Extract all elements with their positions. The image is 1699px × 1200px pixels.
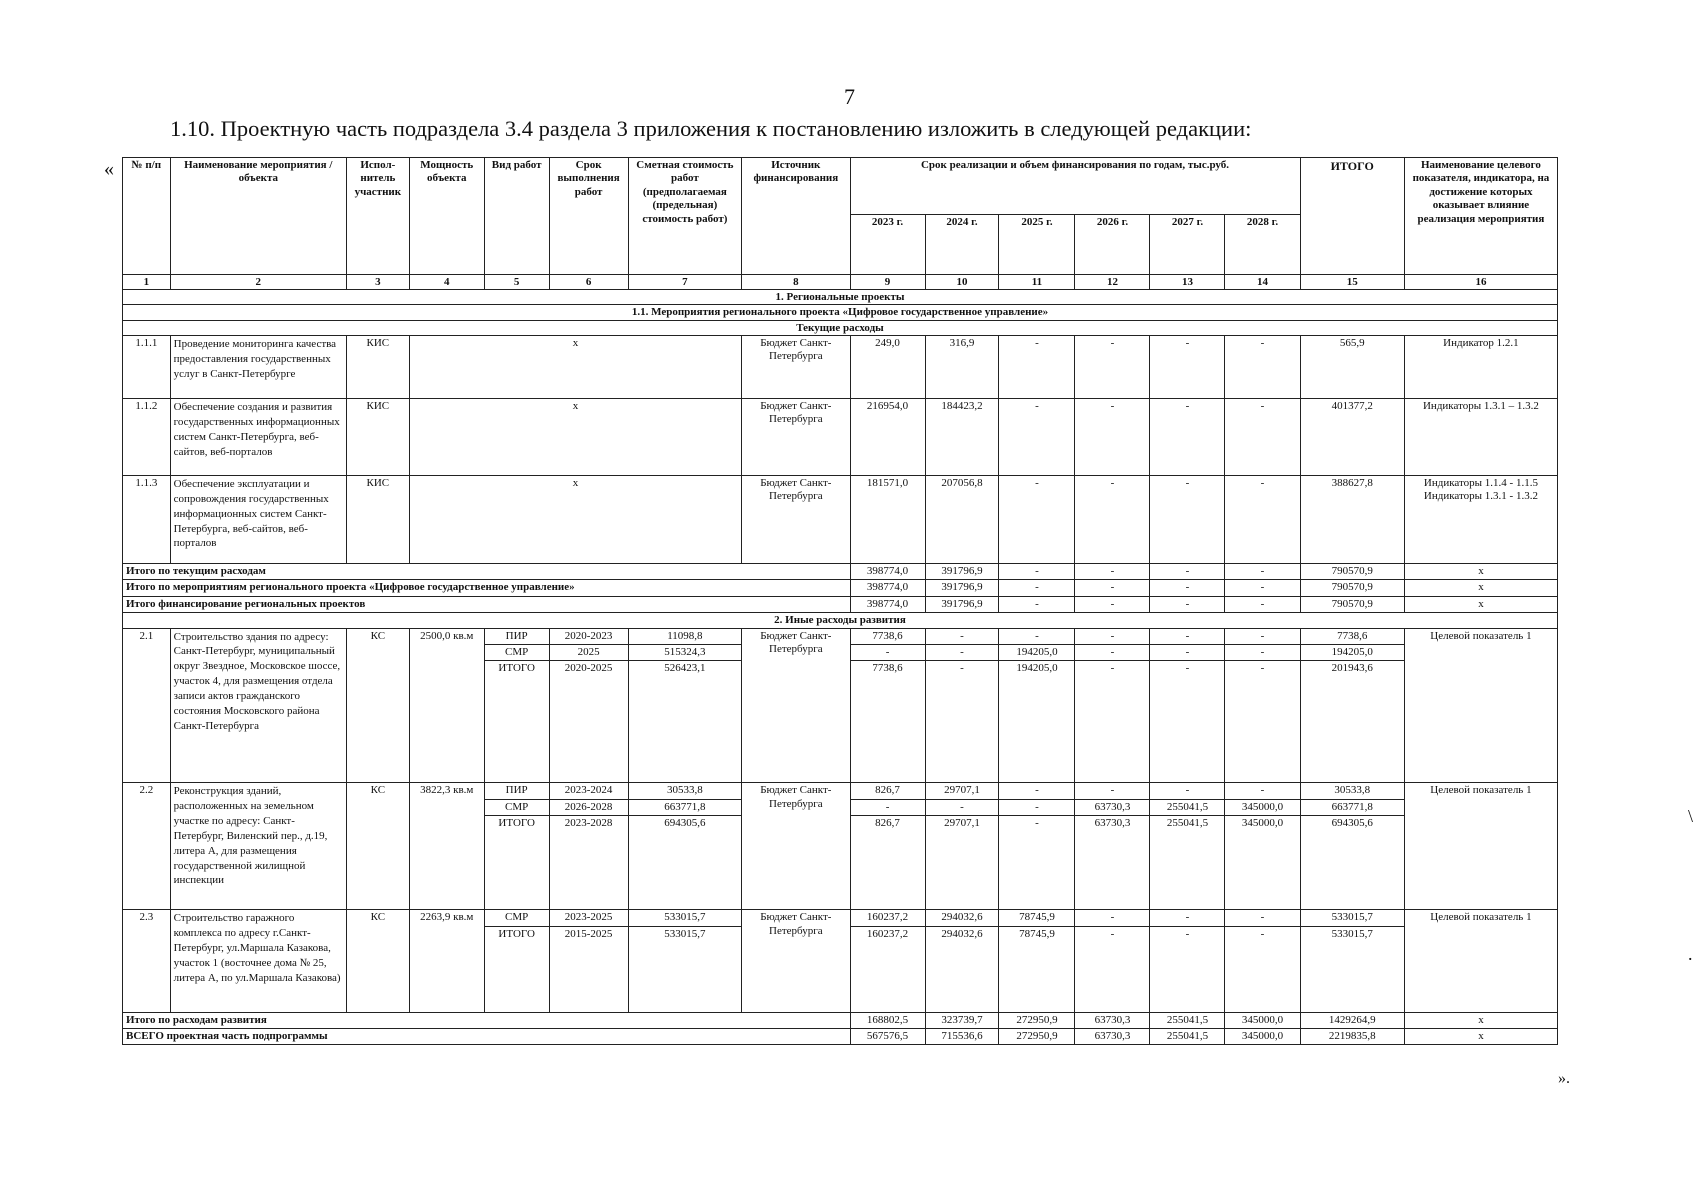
year-value: 255041,5 bbox=[1150, 1029, 1225, 1045]
year-value: - bbox=[1150, 580, 1225, 596]
column-number: 6 bbox=[549, 275, 628, 290]
year-value: - bbox=[925, 628, 999, 644]
column-number: 11 bbox=[999, 275, 1075, 290]
indicator: Целевой показатель 1 bbox=[1404, 910, 1557, 1012]
year-value: - bbox=[999, 336, 1075, 399]
year-value: 345000,0 bbox=[1225, 799, 1300, 815]
work-term: 2026-2028 bbox=[549, 799, 628, 815]
year-value: - bbox=[999, 399, 1075, 476]
table-row bbox=[123, 910, 1558, 926]
funding-source: Бюджет Санкт-Петербурга bbox=[742, 476, 850, 564]
column-number: 2 bbox=[170, 275, 346, 290]
row-total: 790570,9 bbox=[1300, 580, 1404, 596]
year-value: - bbox=[1225, 580, 1300, 596]
work-type: СМР bbox=[484, 799, 549, 815]
year-value: 7738,6 bbox=[850, 628, 925, 644]
column-number: 10 bbox=[925, 275, 999, 290]
page-number: 7 bbox=[844, 84, 855, 109]
estimated-cost: 515324,3 bbox=[628, 644, 741, 660]
year-value: - bbox=[850, 799, 925, 815]
year-value: - bbox=[1150, 628, 1225, 644]
executor: КИС bbox=[346, 399, 409, 476]
total-label: Итого по расходам развития bbox=[123, 1012, 851, 1028]
work-term: 2025 bbox=[549, 644, 628, 660]
row-total: 201943,6 bbox=[1300, 661, 1404, 783]
not-applicable-mark: x bbox=[409, 336, 741, 399]
row-total: 663771,8 bbox=[1300, 799, 1404, 815]
row-number: 1.1.3 bbox=[123, 476, 171, 564]
row-total: 30533,8 bbox=[1300, 783, 1404, 799]
year-value: - bbox=[1150, 564, 1225, 580]
object-name: Строительство здания по адресу: Санкт-Петербург, муниципальный округ Звездное, Московское шоссе, участок 4, для размещения отдела записи актов гражданского состояния Московского района Санкт-Петербурга bbox=[170, 628, 346, 783]
column-number: 14 bbox=[1225, 275, 1300, 290]
year-value: - bbox=[1075, 564, 1150, 580]
year-value: - bbox=[925, 644, 999, 660]
year-value: - bbox=[1225, 661, 1300, 783]
year-value: 7738,6 bbox=[850, 661, 925, 783]
year-value: 184423,2 bbox=[925, 399, 999, 476]
work-term: 2020-2025 bbox=[549, 661, 628, 783]
work-type: ИТОГО bbox=[484, 926, 549, 1012]
document-heading: 1.10. Проектную часть подраздела 3.4 раздела 3 приложения к постановлению изложить в следующей редакции: bbox=[170, 116, 1252, 141]
year-value: 391796,9 bbox=[925, 580, 999, 596]
executor: КИС bbox=[346, 476, 409, 564]
year-value: - bbox=[1075, 783, 1150, 799]
financing-table bbox=[122, 157, 1558, 1045]
header-no: № п/п bbox=[123, 158, 171, 275]
year-value: 63730,3 bbox=[1075, 816, 1150, 910]
header-indicator: Наименование целевого показателя, индикатора, на достижение которых оказывает влияние реализация мероприятия bbox=[1404, 158, 1557, 275]
year-value: 391796,9 bbox=[925, 564, 999, 580]
year-value: 255041,5 bbox=[1150, 816, 1225, 910]
year-value: 345000,0 bbox=[1225, 816, 1300, 910]
header-year: 2027 г. bbox=[1150, 215, 1225, 275]
year-value: 715536,6 bbox=[925, 1029, 999, 1045]
year-value: 398774,0 bbox=[850, 564, 925, 580]
year-value: - bbox=[1075, 661, 1150, 783]
indicator: Индикаторы 1.3.1 – 1.3.2 bbox=[1404, 399, 1557, 476]
year-value: - bbox=[1225, 644, 1300, 660]
current-expenses-title: Текущие расходы bbox=[123, 320, 1558, 335]
year-value: - bbox=[1225, 926, 1300, 1012]
event-name: Обеспечение эксплуатации и сопровождения государственных информационных систем Санкт-Петербурга, веб-сайтов, веб-порталов bbox=[170, 476, 346, 564]
year-value: 160237,2 bbox=[850, 926, 925, 1012]
not-applicable-mark: x bbox=[409, 476, 741, 564]
total-row bbox=[123, 580, 1558, 596]
year-value: - bbox=[1150, 336, 1225, 399]
header-year: 2026 г. bbox=[1075, 215, 1150, 275]
indicator: x bbox=[1404, 596, 1557, 612]
year-value: 398774,0 bbox=[850, 580, 925, 596]
estimated-cost: 533015,7 bbox=[628, 910, 741, 926]
year-value: 391796,9 bbox=[925, 596, 999, 612]
column-number: 13 bbox=[1150, 275, 1225, 290]
row-total: 194205,0 bbox=[1300, 644, 1404, 660]
row-number: 1.1.2 bbox=[123, 399, 171, 476]
year-value: - bbox=[1150, 644, 1225, 660]
year-value: 323739,7 bbox=[925, 1012, 999, 1028]
year-value: 78745,9 bbox=[999, 910, 1075, 926]
table-row bbox=[123, 336, 1558, 399]
year-value: - bbox=[1225, 399, 1300, 476]
closing-quote: ». bbox=[1558, 1070, 1570, 1087]
row-number: 2.2 bbox=[123, 783, 171, 910]
year-value: - bbox=[999, 628, 1075, 644]
year-value: 29707,1 bbox=[925, 816, 999, 910]
margin-mark: \ bbox=[1688, 806, 1694, 826]
year-value: 255041,5 bbox=[1150, 1012, 1225, 1028]
year-value: - bbox=[925, 661, 999, 783]
executor: КС bbox=[346, 783, 409, 910]
year-value: 255041,5 bbox=[1150, 799, 1225, 815]
total-row bbox=[123, 564, 1558, 580]
section-title: 2. Иные расходы развития bbox=[123, 613, 1558, 628]
year-value: - bbox=[999, 596, 1075, 612]
year-value: 345000,0 bbox=[1225, 1012, 1300, 1028]
year-value: 272950,9 bbox=[999, 1012, 1075, 1028]
work-term: 2020-2023 bbox=[549, 628, 628, 644]
year-value: 294032,6 bbox=[925, 910, 999, 926]
year-value: 194205,0 bbox=[999, 644, 1075, 660]
year-value: 316,9 bbox=[925, 336, 999, 399]
row-total: 1429264,9 bbox=[1300, 1012, 1404, 1028]
column-number: 8 bbox=[742, 275, 850, 290]
year-value: 29707,1 bbox=[925, 783, 999, 799]
row-total: 790570,9 bbox=[1300, 564, 1404, 580]
year-value: 63730,3 bbox=[1075, 1012, 1150, 1028]
funding-source: Бюджет Санкт-Петербурга bbox=[742, 336, 850, 399]
not-applicable-mark: x bbox=[409, 399, 741, 476]
header-source: Источник финансирования bbox=[742, 158, 850, 275]
header-period-group: Срок реализации и объем финансирования по годам, тыс.руб. bbox=[850, 158, 1300, 215]
opening-quote: « bbox=[104, 158, 114, 180]
row-total: 7738,6 bbox=[1300, 628, 1404, 644]
indicator: Целевой показатель 1 bbox=[1404, 783, 1557, 910]
estimated-cost: 694305,6 bbox=[628, 816, 741, 910]
object-capacity: 2500,0 кв.м bbox=[409, 628, 484, 783]
row-total: 790570,9 bbox=[1300, 596, 1404, 612]
year-value: - bbox=[1225, 783, 1300, 799]
column-number: 5 bbox=[484, 275, 549, 290]
table-row bbox=[123, 399, 1558, 476]
work-term: 2023-2025 bbox=[549, 910, 628, 926]
year-value: - bbox=[1075, 596, 1150, 612]
indicator: Индикаторы 1.1.4 - 1.1.5 Индикаторы 1.3.1 - 1.3.2 bbox=[1404, 476, 1557, 564]
year-value: - bbox=[1075, 399, 1150, 476]
year-value: 398774,0 bbox=[850, 596, 925, 612]
estimated-cost: 11098,8 bbox=[628, 628, 741, 644]
total-label: Итого финансирование региональных проектов bbox=[123, 596, 851, 612]
year-value: - bbox=[1075, 644, 1150, 660]
year-value: - bbox=[999, 783, 1075, 799]
table-row bbox=[123, 628, 1558, 644]
object-capacity: 2263,9 кв.м bbox=[409, 910, 484, 1012]
object-name: Реконструкция зданий, расположенных на земельном участке по адресу: Санкт-Петербург, Виленский пер., д.19, литера А, для размещения государственной жилищной инспекции bbox=[170, 783, 346, 910]
year-value: 216954,0 bbox=[850, 399, 925, 476]
year-value: 567576,5 bbox=[850, 1029, 925, 1045]
estimated-cost: 30533,8 bbox=[628, 783, 741, 799]
table-row bbox=[123, 783, 1558, 799]
row-total: 401377,2 bbox=[1300, 399, 1404, 476]
column-number: 1 bbox=[123, 275, 171, 290]
year-value: - bbox=[1150, 596, 1225, 612]
column-number: 7 bbox=[628, 275, 741, 290]
year-value: - bbox=[999, 816, 1075, 910]
year-value: - bbox=[1150, 910, 1225, 926]
work-type: ПИР bbox=[484, 783, 549, 799]
year-value: 181571,0 bbox=[850, 476, 925, 564]
year-value: - bbox=[1150, 783, 1225, 799]
indicator: x bbox=[1404, 564, 1557, 580]
header-year: 2023 г. bbox=[850, 215, 925, 275]
row-number: 2.1 bbox=[123, 628, 171, 783]
year-value: - bbox=[1225, 336, 1300, 399]
total-label: ВСЕГО проектная часть подпрограммы bbox=[123, 1029, 851, 1045]
year-value: - bbox=[1075, 336, 1150, 399]
column-number: 16 bbox=[1404, 275, 1557, 290]
row-total: 533015,7 bbox=[1300, 926, 1404, 1012]
header-executor: Испол-нитель участник bbox=[346, 158, 409, 275]
object-capacity: 3822,3 кв.м bbox=[409, 783, 484, 910]
year-value: - bbox=[1075, 580, 1150, 596]
work-term: 2015-2025 bbox=[549, 926, 628, 1012]
column-number: 12 bbox=[1075, 275, 1150, 290]
margin-mark: . bbox=[1688, 944, 1693, 964]
row-total: 694305,6 bbox=[1300, 816, 1404, 910]
indicator: x bbox=[1404, 580, 1557, 596]
column-number: 4 bbox=[409, 275, 484, 290]
year-value: 194205,0 bbox=[999, 661, 1075, 783]
total-row bbox=[123, 1012, 1558, 1028]
total-row bbox=[123, 596, 1558, 612]
work-type: ИТОГО bbox=[484, 661, 549, 783]
year-value: 294032,6 bbox=[925, 926, 999, 1012]
year-value: - bbox=[999, 799, 1075, 815]
year-value: - bbox=[1225, 476, 1300, 564]
executor: КС bbox=[346, 910, 409, 1012]
year-value: - bbox=[1225, 564, 1300, 580]
year-value: - bbox=[999, 564, 1075, 580]
object-name: Строительство гаражного комплекса по адресу г.Санкт-Петербург, ул.Маршала Казакова, участок 1 (восточнее дома № 25, литера А, по ул.Маршала Казакова) bbox=[170, 910, 346, 1012]
year-value: 249,0 bbox=[850, 336, 925, 399]
header-total: ИТОГО bbox=[1300, 158, 1404, 275]
row-total: 2219835,8 bbox=[1300, 1029, 1404, 1045]
estimated-cost: 533015,7 bbox=[628, 926, 741, 1012]
year-value: - bbox=[999, 476, 1075, 564]
year-value: - bbox=[999, 580, 1075, 596]
header-work-type: Вид работ bbox=[484, 158, 549, 275]
funding-source: Бюджет Санкт-Петербурга bbox=[742, 628, 850, 783]
year-value: - bbox=[1075, 476, 1150, 564]
indicator: x bbox=[1404, 1012, 1557, 1028]
funding-source: Бюджет Санкт-Петербурга bbox=[742, 399, 850, 476]
year-value: - bbox=[1075, 926, 1150, 1012]
event-name: Обеспечение создания и развития государственных информационных систем Санкт-Петербурга, веб-сайтов, веб-порталов bbox=[170, 399, 346, 476]
indicator: Целевой показатель 1 bbox=[1404, 628, 1557, 783]
row-total: 533015,7 bbox=[1300, 910, 1404, 926]
year-value: - bbox=[1150, 661, 1225, 783]
column-number: 3 bbox=[346, 275, 409, 290]
year-value: - bbox=[850, 644, 925, 660]
header-capacity: Мощность объекта bbox=[409, 158, 484, 275]
header-year: 2024 г. bbox=[925, 215, 999, 275]
year-value: 63730,3 bbox=[1075, 799, 1150, 815]
year-value: - bbox=[1075, 910, 1150, 926]
year-value: - bbox=[925, 799, 999, 815]
year-value: - bbox=[1225, 596, 1300, 612]
funding-source: Бюджет Санкт-Петербурга bbox=[742, 910, 850, 1012]
year-value: - bbox=[1150, 399, 1225, 476]
year-value: - bbox=[1150, 926, 1225, 1012]
year-value: 826,7 bbox=[850, 816, 925, 910]
row-number: 2.3 bbox=[123, 910, 171, 1012]
year-value: 63730,3 bbox=[1075, 1029, 1150, 1045]
total-row bbox=[123, 1029, 1558, 1045]
year-value: 826,7 bbox=[850, 783, 925, 799]
executor: КС bbox=[346, 628, 409, 783]
estimated-cost: 663771,8 bbox=[628, 799, 741, 815]
year-value: - bbox=[1225, 910, 1300, 926]
work-term: 2023-2028 bbox=[549, 816, 628, 910]
header-year: 2025 г. bbox=[999, 215, 1075, 275]
year-value: - bbox=[1225, 628, 1300, 644]
year-value: 78745,9 bbox=[999, 926, 1075, 1012]
year-value: - bbox=[1150, 476, 1225, 564]
work-type: СМР bbox=[484, 644, 549, 660]
year-value: 168802,5 bbox=[850, 1012, 925, 1028]
table-row bbox=[123, 476, 1558, 564]
year-value: 272950,9 bbox=[999, 1029, 1075, 1045]
row-total: 565,9 bbox=[1300, 336, 1404, 399]
event-name: Проведение мониторинга качества предоставления государственных услуг в Санкт-Петербурге bbox=[170, 336, 346, 399]
header-term: Срок выполнения работ bbox=[549, 158, 628, 275]
work-type: СМР bbox=[484, 910, 549, 926]
indicator: Индикатор 1.2.1 bbox=[1404, 336, 1557, 399]
total-label: Итого по мероприятиям регионального проекта «Цифровое государственное управление» bbox=[123, 580, 851, 596]
header-name: Наименование мероприятия /объекта bbox=[170, 158, 346, 275]
year-value: 207056,8 bbox=[925, 476, 999, 564]
estimated-cost: 526423,1 bbox=[628, 661, 741, 783]
executor: КИС bbox=[346, 336, 409, 399]
row-total: 388627,8 bbox=[1300, 476, 1404, 564]
subsection-title: 1.1. Мероприятия регионального проекта «Цифровое государственное управление» bbox=[123, 305, 1558, 320]
funding-source: Бюджет Санкт-Петербурга bbox=[742, 783, 850, 910]
year-value: 345000,0 bbox=[1225, 1029, 1300, 1045]
year-value: 160237,2 bbox=[850, 910, 925, 926]
work-type: ИТОГО bbox=[484, 816, 549, 910]
work-type: ПИР bbox=[484, 628, 549, 644]
column-number: 9 bbox=[850, 275, 925, 290]
total-label: Итого по текущим расходам bbox=[123, 564, 851, 580]
column-number: 15 bbox=[1300, 275, 1404, 290]
work-term: 2023-2024 bbox=[549, 783, 628, 799]
row-number: 1.1.1 bbox=[123, 336, 171, 399]
section-title: 1. Региональные проекты bbox=[123, 290, 1558, 305]
indicator: x bbox=[1404, 1029, 1557, 1045]
header-year: 2028 г. bbox=[1225, 215, 1300, 275]
year-value: - bbox=[1075, 628, 1150, 644]
header-cost: Сметная стоимость работ (предполагаемая (предельная) стоимость работ) bbox=[628, 158, 741, 275]
